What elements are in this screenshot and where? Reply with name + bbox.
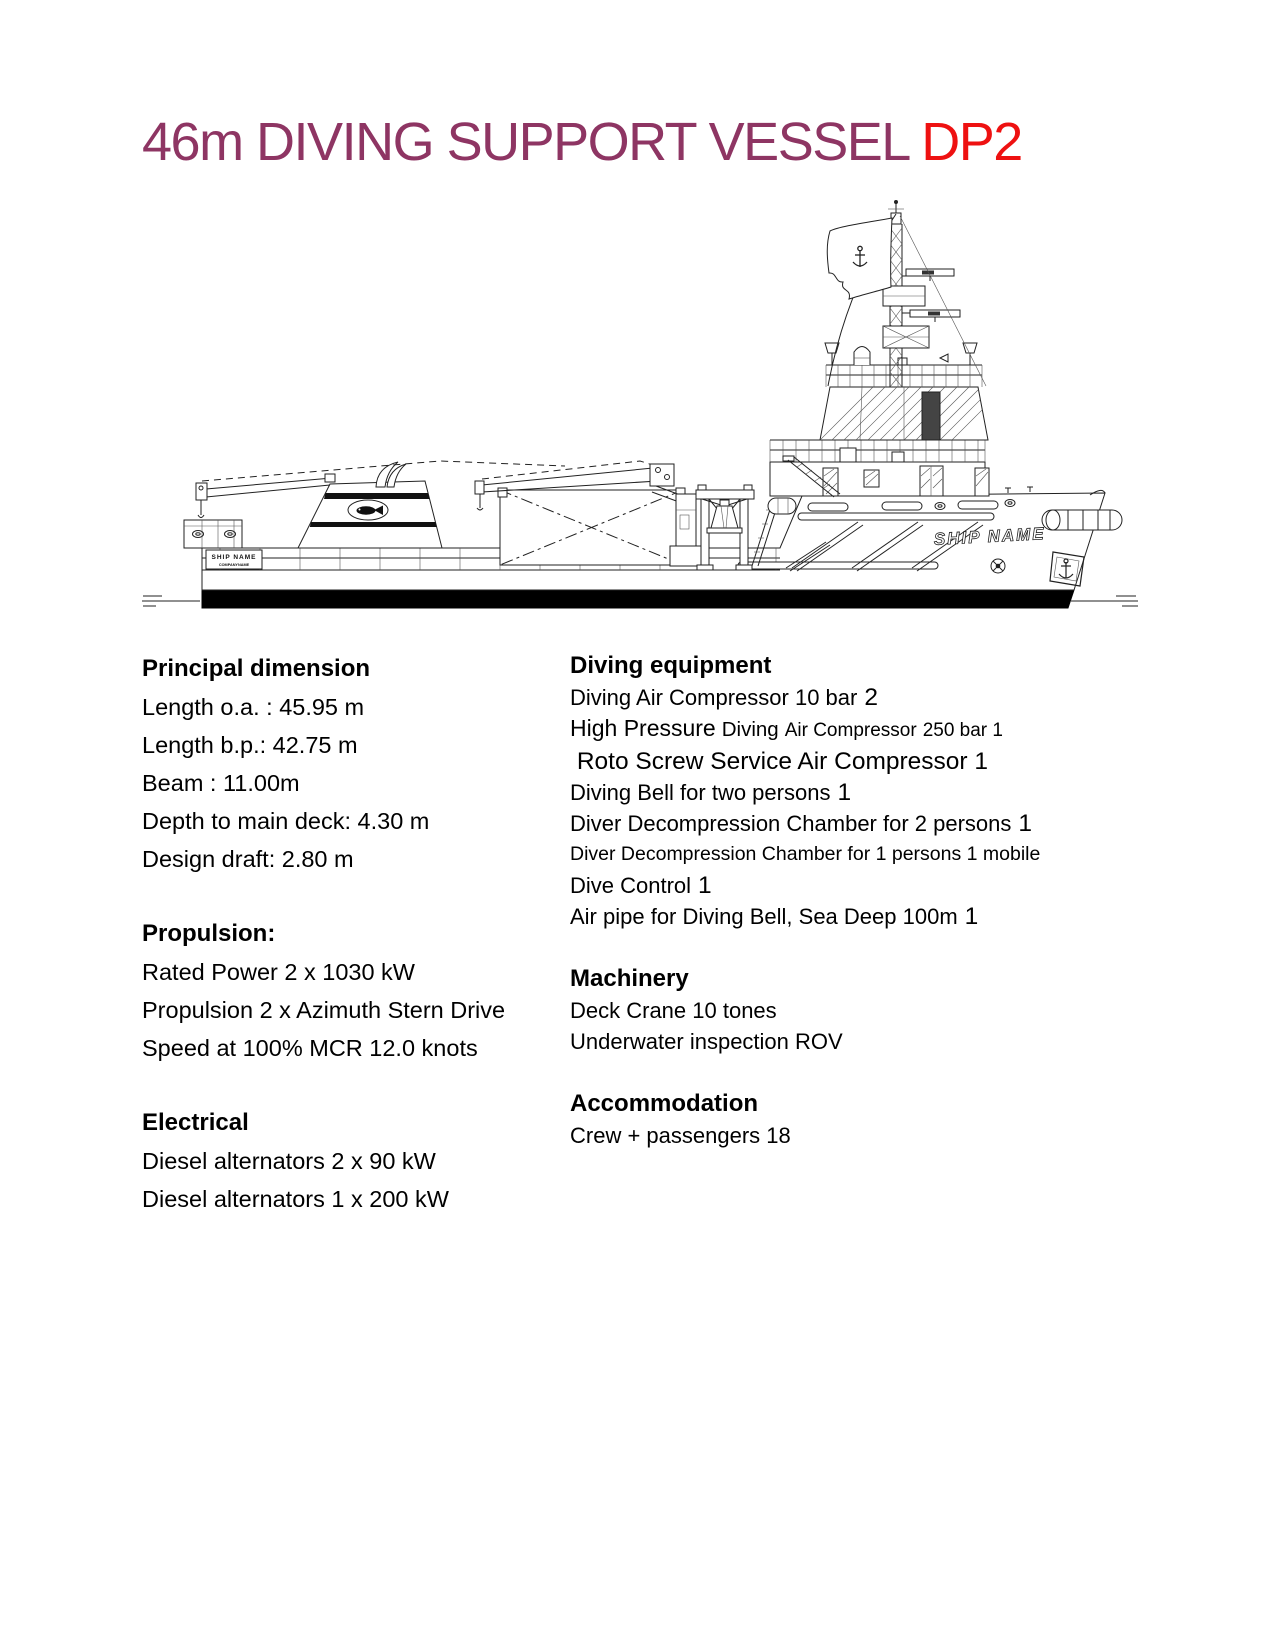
spec-line: Roto Screw Service Air Compressor 1	[570, 748, 989, 775]
right-spec-column	[570, 650, 1130, 1151]
spec-line: Rated Power 2 x 1030 kW	[142, 959, 415, 985]
ship-name-bow: SHIP NAME	[933, 524, 1047, 549]
window	[864, 470, 879, 487]
heading-machinery: Machinery	[570, 965, 689, 992]
heading-electrical: Electrical	[142, 1109, 249, 1136]
stern-deckhouse	[298, 481, 442, 548]
spec-line: Diving Bell for two persons 1	[570, 779, 852, 806]
compass-dome	[854, 347, 870, 366]
spec-line: Diesel alternators 1 x 200 kW	[142, 1186, 449, 1212]
spec-line: High Pressure Diving Air Compressor 250 bar 1	[570, 715, 1003, 741]
spec-line: Air pipe for Diving Bell, Sea Deep 100m 1	[570, 903, 979, 930]
flag	[827, 218, 892, 299]
heading-diving-equipment: Diving equipment	[570, 652, 772, 679]
heading-accommodation: Accommodation	[570, 1090, 759, 1117]
spec-line: Deck Crane 10 tones	[570, 998, 777, 1023]
page-title-main: 46m DIVING SUPPORT VESSEL	[142, 112, 908, 172]
vessel-drawing	[140, 200, 1140, 612]
spec-line: Diving Air Compressor 10 bar 2	[570, 684, 878, 711]
stern-plate-company: COMPANYNAME	[218, 563, 250, 567]
spec-line: Diesel alternators 2 x 90 kW	[142, 1148, 436, 1174]
spec-line: Dive Control 1	[570, 872, 712, 899]
stern-name-plate	[206, 550, 262, 569]
spec-line: Diver Decompression Chamber for 1 persons 1 mobile	[570, 843, 1041, 865]
heading-propulsion: Propulsion:	[142, 920, 276, 947]
spec-line: Design draft: 2.80 m	[142, 846, 354, 872]
stern-deck-block	[184, 520, 242, 548]
spec-line: Speed at 100% MCR 12.0 knots	[142, 1035, 478, 1061]
spec-line: Propulsion 2 x Azimuth Stern Drive	[142, 997, 506, 1023]
radar-icon	[902, 310, 960, 322]
spec-line: Diver Decompression Chamber for 2 persons 1	[570, 810, 1033, 837]
double-door	[920, 466, 943, 496]
cargo-area	[498, 488, 685, 565]
page-title	[142, 112, 1022, 172]
spec-line: Underwater inspection ROV	[570, 1029, 843, 1054]
left-spec-column	[142, 650, 572, 1218]
door	[975, 468, 989, 496]
stern-plate-name: SHIP NAME	[211, 554, 257, 561]
page-title-dp2: DP2	[921, 112, 1022, 172]
spec-line: Length o.a. : 45.95 m	[142, 694, 365, 720]
wheelhouse	[816, 343, 1008, 444]
spec-line: Crew + passengers 18	[570, 1123, 791, 1148]
spec-line: Length b.p.: 42.75 m	[142, 732, 358, 758]
spec-line: Beam : 11.00m	[142, 770, 300, 796]
life-raft	[768, 498, 796, 514]
bow-fender	[1042, 510, 1122, 530]
heading-principal-dimension: Principal dimension	[142, 655, 371, 682]
spec-line: Depth to main deck: 4.30 m	[142, 808, 430, 834]
